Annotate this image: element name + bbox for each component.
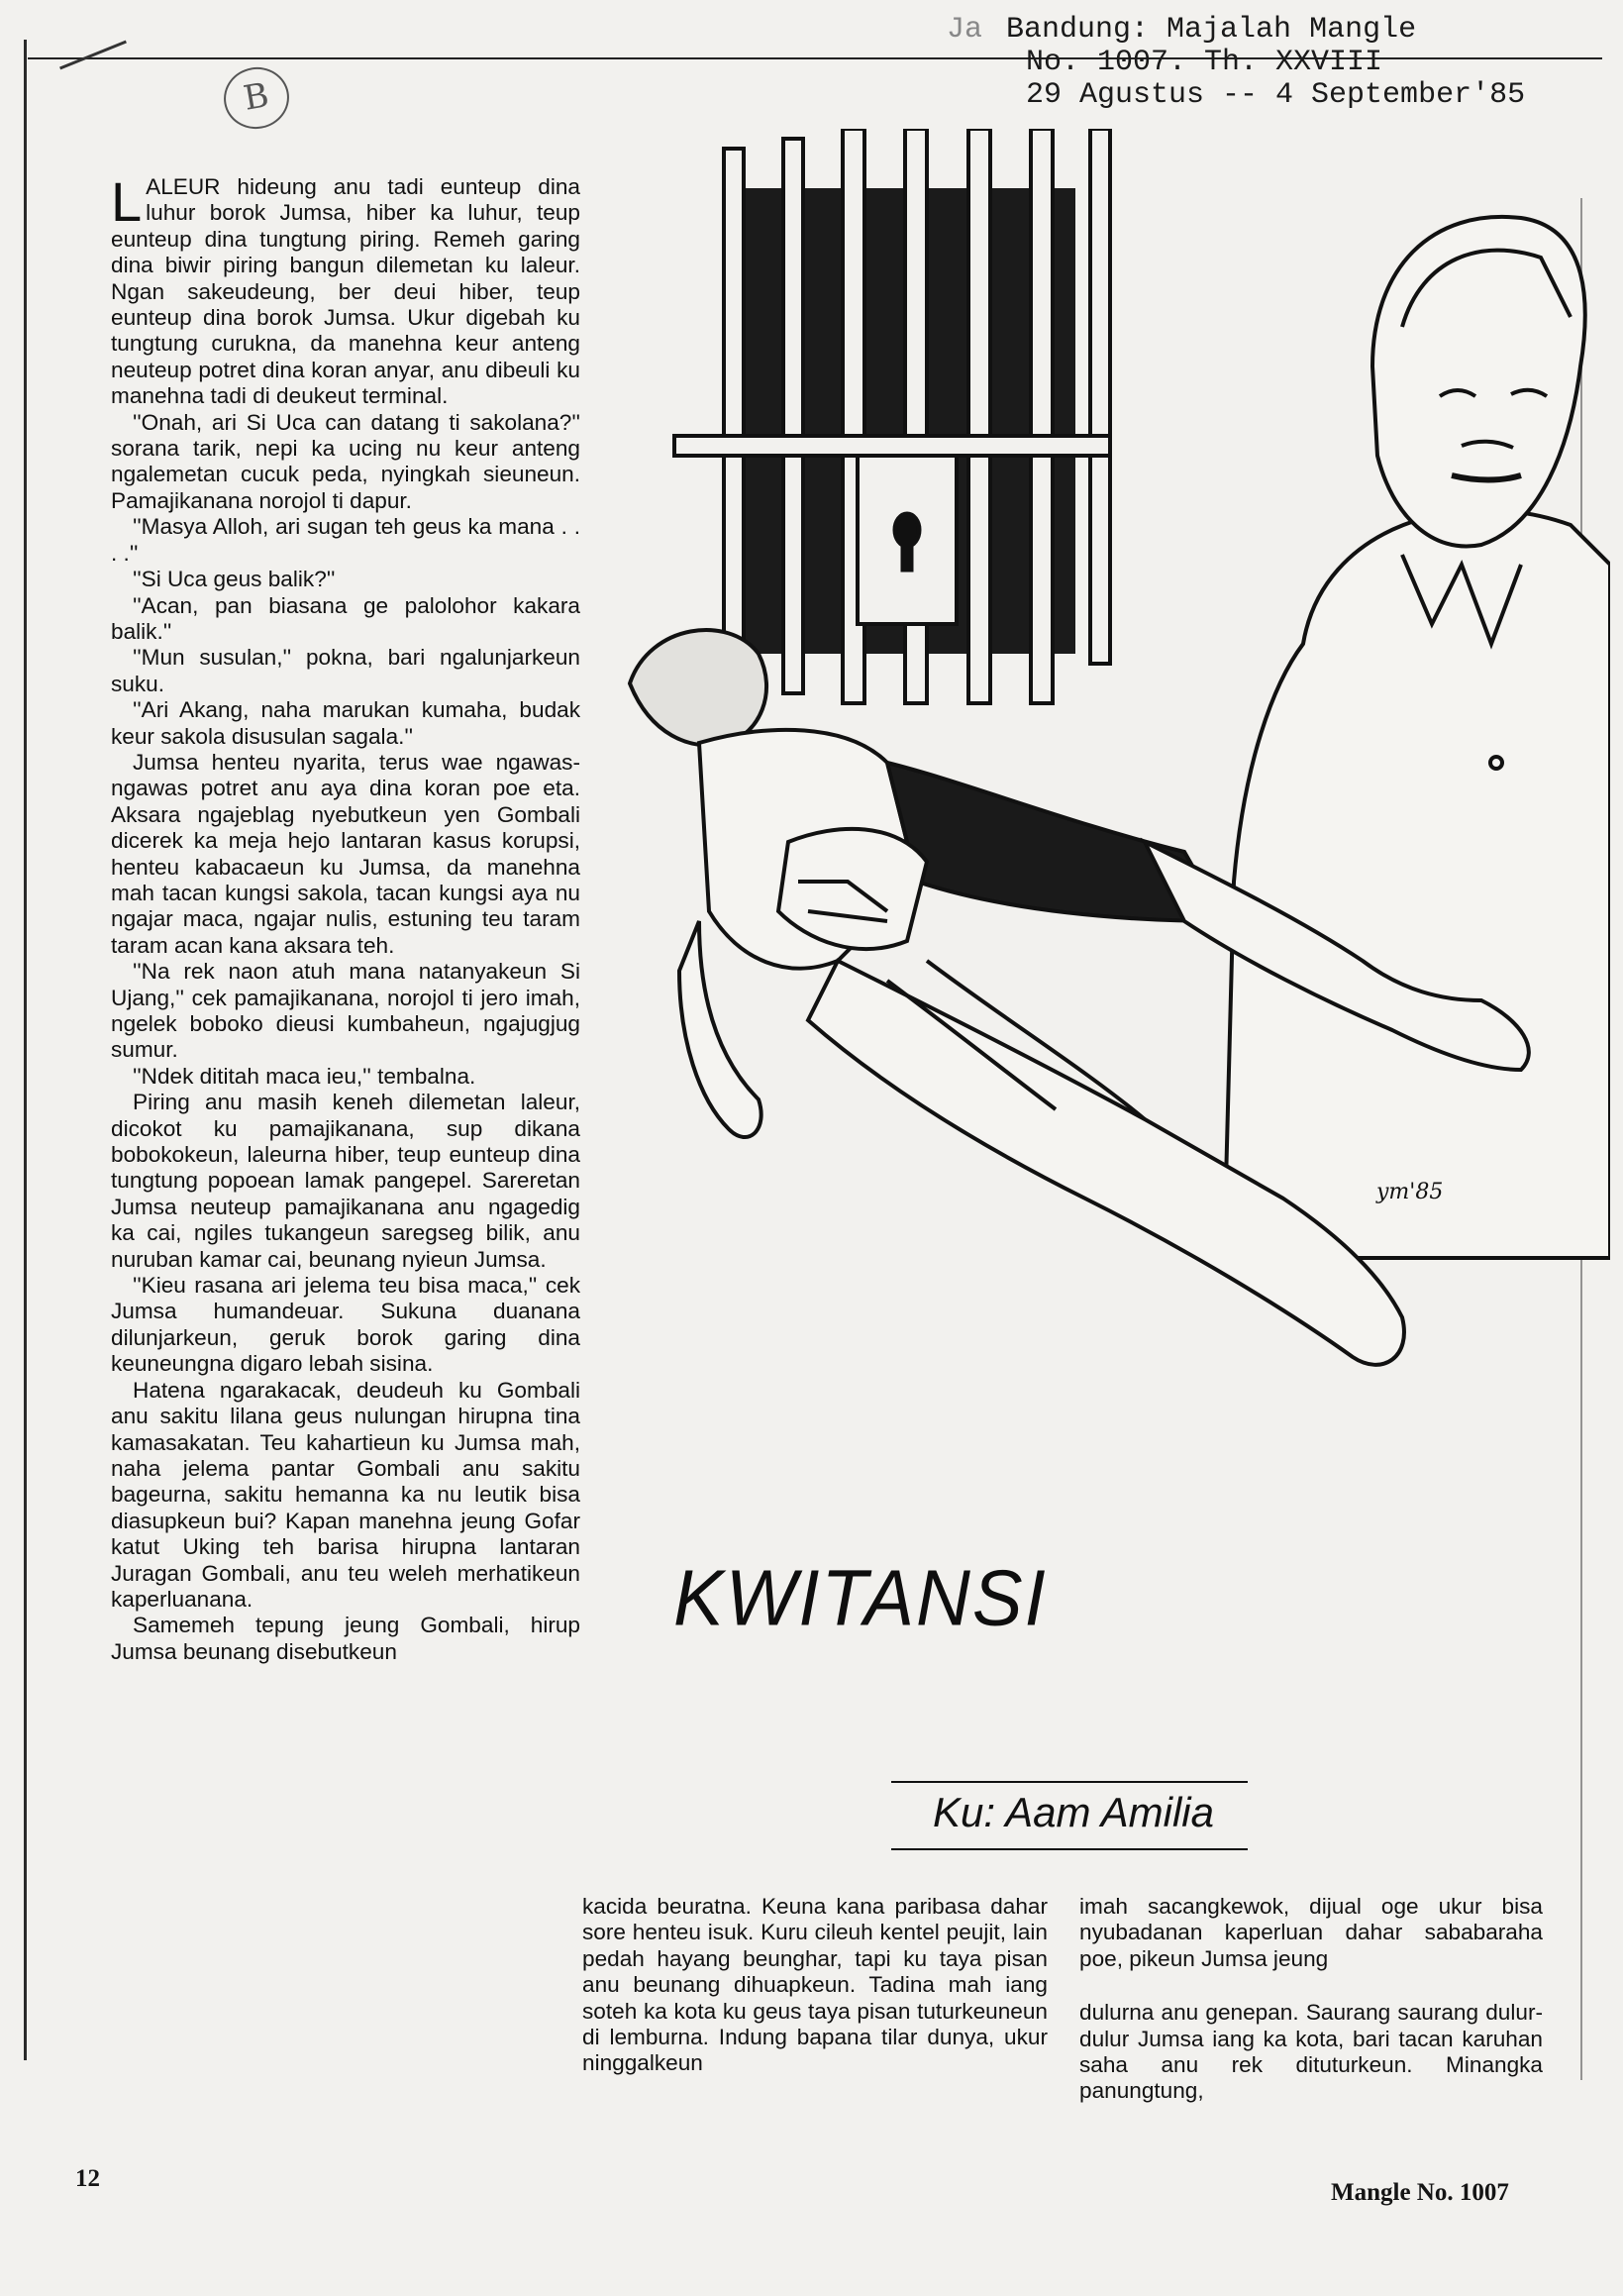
stamp-prefix: Ja: [947, 13, 983, 47]
paragraph: ''Si Uca geus balik?'': [133, 567, 336, 592]
jail-bars-drawing: [674, 129, 1110, 703]
paragraph-gap: [1079, 1972, 1543, 2000]
page-border-left: [24, 40, 27, 2060]
paragraph: ALEUR hideung anu tadi eunteup dina luhur borok Jumsa, hiber ka luhur, teup eunteup dina tungtung piring. Remeh garing dina biwir piring bangun dilemetan ku laleur. Ngan sakeudeung, ber deui hiber, teup eunteup dina borok Jumsa. Ukur digebah ku tungtung curukna, da manehna keur anteng neuteup potret dina koran anyar, anu dibeuli ku manehna tadi di deukeut terminal.: [111, 174, 580, 409]
footer-magazine-label: Mangle No. 1007: [1331, 2179, 1509, 2206]
article-column-1: [111, 170, 580, 1665]
paragraph: ''Ndek dititah maca ieu,'' tembalna.: [133, 1063, 476, 1089]
story-title: KWITANSI: [673, 1553, 1048, 1643]
page-number: 12: [75, 2165, 100, 2192]
typewritten-source-stamp: [947, 14, 1600, 112]
drop-cap: L: [111, 170, 143, 233]
paragraph: Piring anu masih keneh dilemetan laleur, dicokot ku pamajikanana, sup dikana bobokokeun, laleurna hiber, teup eunteup dina tungtung popoean lamak pangepel. Sareretan Jumsa neuteup pamajikanana anu ngagedig ka cai, ngiles tukangeun saregseg bilik, anu nuruban kamar cai, beunang nyieun Jumsa.: [111, 1090, 580, 1272]
paragraph: dulurna anu genepan. Saurang saurang dulur-dulur Jumsa iang ka kota, bari tacan karuhan saha anu rek dituturkeun. Minangka panungtung,: [1079, 2000, 1543, 2104]
paragraph: ''Na rek naon atuh mana natanyakeun Si Ujang,'' cek pamajikanana, norojol ti jero imah, ngelek boboko dieusi kumbaheun, ngajugjug sumur.: [111, 959, 580, 1063]
paragraph: ''Kieu rasana ari jelema teu bisa maca,'' cek Jumsa humandeuar. Sukuna duanana dilunjarkeun, geruk borok garing dina keuneungna digaro lebah sisina.: [111, 1273, 580, 1377]
paragraph: ''Onah, ari Si Uca can datang ti sakolana?'' sorana tarik, nepi ka ucing nu keur anteng ngalemetan cucuk peda, nyingkah sieuneun. Pamajikanana norojol ti dapur.: [111, 409, 580, 513]
stamp-line-1: Bandung: Majalah Mangle: [1006, 13, 1417, 47]
stamp-line-3: 29 Agustus -- 4 September'85: [1026, 78, 1526, 112]
article-column-2: [582, 1894, 1048, 2077]
author-byline: Ku: Aam Amilia: [933, 1789, 1214, 1835]
paragraph: ''Acan, pan biasana ge palolohor kakara balik.'': [111, 592, 580, 644]
pen-stroke-mark: [59, 41, 127, 70]
paragraph: ''Ari Akang, naha marukan kumaha, budak keur sakola disusulan sagala.'': [111, 697, 580, 749]
story-illustration: [590, 129, 1610, 1753]
paragraph: Jumsa henteu nyarita, terus wae ngawas-ngawas potret anu aya dina koran poe eta. Aksara ngajeblag nyebutkeun yen Gombali dicerek ka meja hejo lantaran kasus korupsi, henteu kabacaeun ku Jumsa, da manehna mah tacan kungsi sakola, tacan kungsi aya nu ngajar maca, ngajar nulis, estuning teu taram taram acan kana aksara teh.: [111, 749, 580, 958]
paragraph: ''Masya Alloh, ari sugan teh geus ka mana . . . .'': [111, 514, 580, 566]
stamp-line-2: No. 1007. Th. XXVIII: [1026, 46, 1383, 79]
byline-rule-bottom: [891, 1848, 1248, 1850]
paragraph: imah sacangkewok, dijual oge ukur bisa nyubadanan kaperluan dahar sababaraha poe, pikeun Jumsa jeung: [1079, 1894, 1543, 1971]
byline-rule-top: [891, 1781, 1248, 1783]
circled-margin-mark: B: [219, 62, 294, 135]
paragraph: Samemeh tepung jeung Gombali, hirup Jumsa beunang disebutkeun: [111, 1613, 580, 1664]
paragraph: Hatena ngarakacak, deudeuh ku Gombali anu sakitu lilana geus nulungan hirupna tina kamasakatan. Teu kahartieun ku Jumsa mah, naha jelema pantar Gombali anu sakitu bageurna, sakitu hemanna ka nu leutik bisa diasupkeun bui? Kapan manehna jeung Gofar katut Uking teh barisa hirupna lantaran Juragan Gombali, anu teu weleh merhatikeun kaperluanana.: [111, 1377, 580, 1612]
article-column-3: [1079, 1894, 1543, 2105]
paragraph: kacida beuratna. Keuna kana paribasa dahar sore henteu isuk. Kuru cileuh kentel peujit, lain pedah hayang beunghar, tapi ku taya pisan anu beunang dihuapkeun. Tadina mah iang soteh ka kota ku geus taya pisan tuturkeuneun di lemburna. Indung bapana tilar dunya, ukur ninggalkeun: [582, 1894, 1048, 2076]
paragraph: ''Mun susulan,'' pokna, bari ngalunjarkeun suku.: [111, 645, 580, 696]
illustration-signature: ym'85: [1376, 1180, 1444, 1204]
standing-man-drawing: [1224, 217, 1610, 1258]
